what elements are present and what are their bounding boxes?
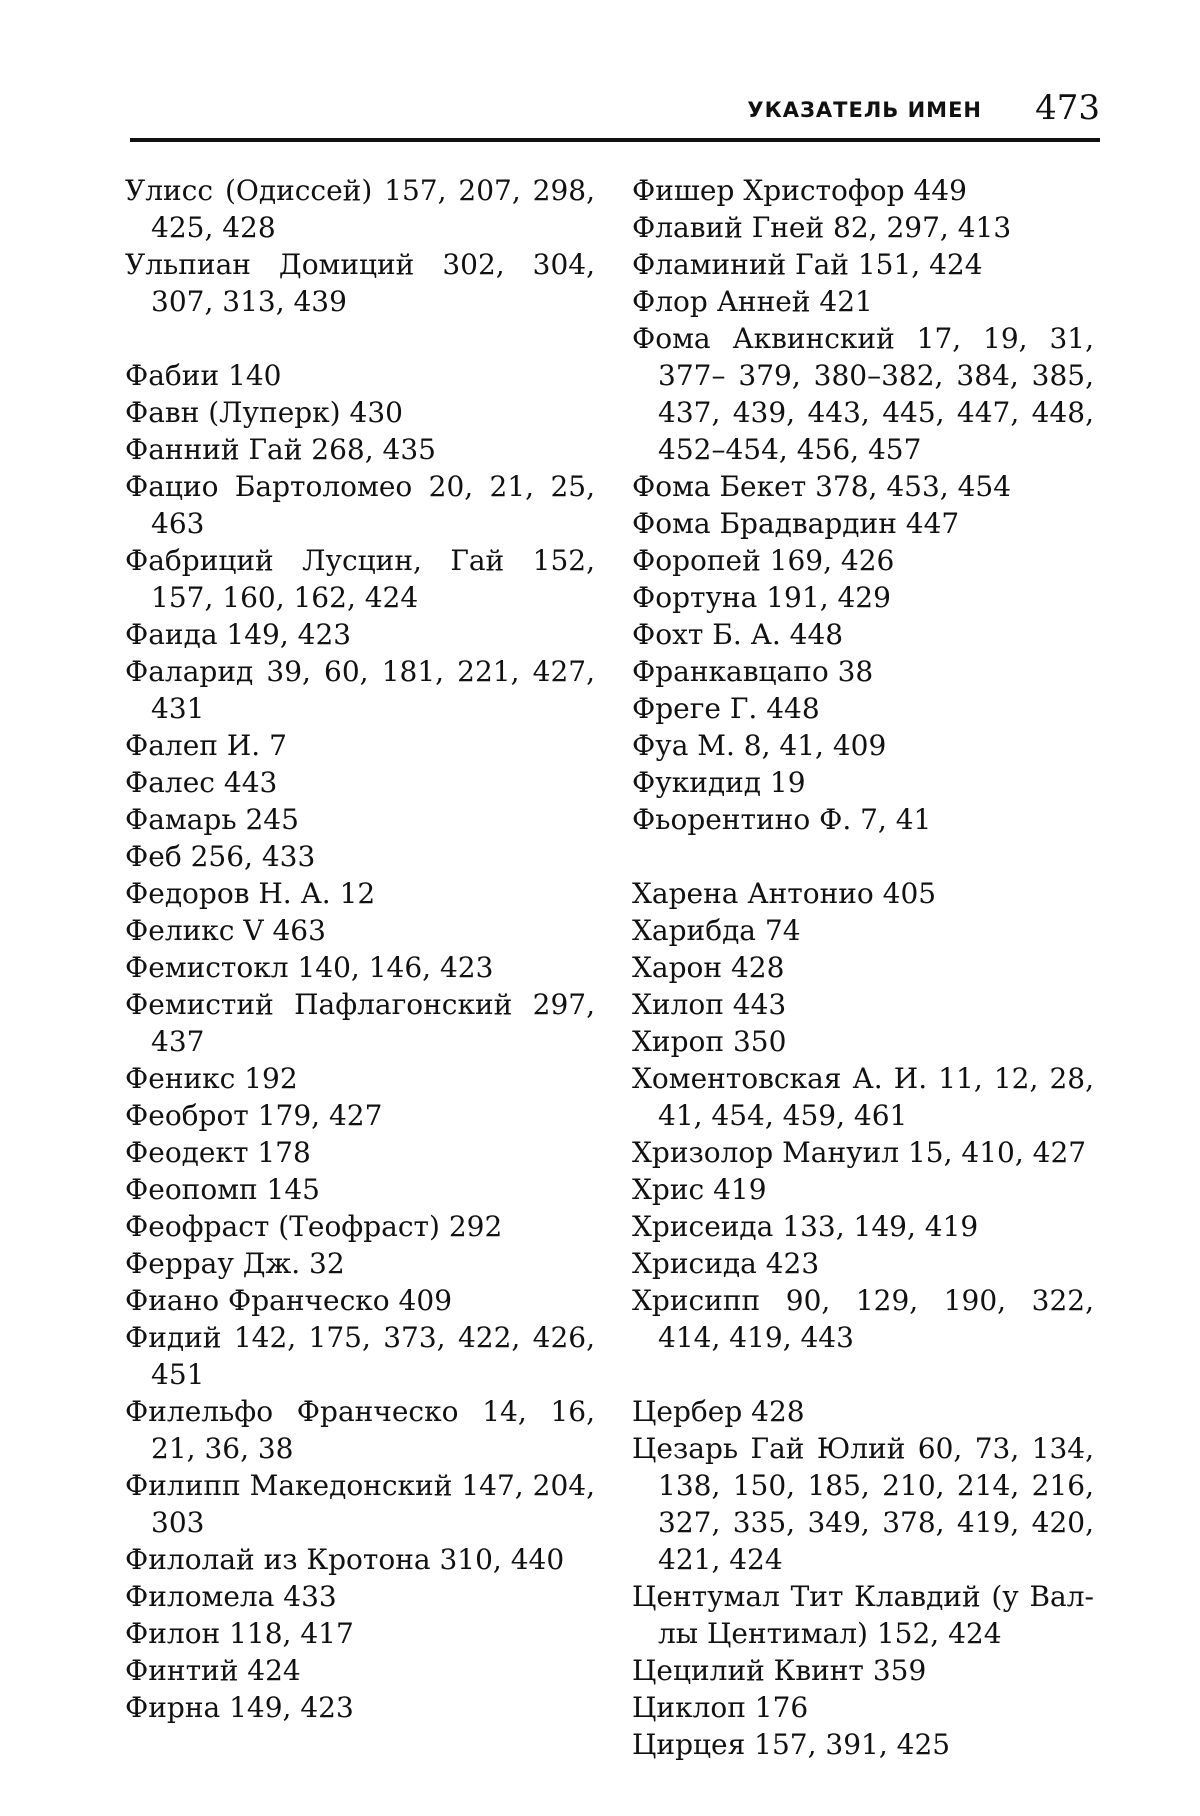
index-entry	[125, 1171, 595, 1208]
index-entry-line: Флавий Гней 82, 297, 413	[632, 211, 1012, 244]
index-entry	[632, 1430, 1094, 1578]
index-entry-line: Феофраст (Теофраст) 292	[125, 1210, 503, 1243]
index-entry-line: 419, 443	[729, 1321, 854, 1354]
index-entry	[125, 246, 595, 320]
index-entry	[125, 912, 595, 949]
index-entry-line: 160, 162, 424	[222, 581, 419, 614]
index-entry-line: Цирцея 157, 391, 425	[632, 1728, 951, 1761]
index-entry-line: Ферpау Дж. 32	[125, 1247, 345, 1280]
index-entry-line: 379, 380–382, 384, 385, 437, 439,	[658, 359, 1094, 429]
index-entry-line: Фохт Б. А. 448	[632, 618, 844, 651]
index-entry	[632, 209, 1094, 246]
index-entry	[632, 1245, 1094, 1282]
index-entry-line: Харена Антонио 405	[632, 877, 937, 910]
index-entry	[125, 1134, 595, 1171]
index-entry	[632, 1134, 1094, 1171]
index-entry-line: Филолай из Кротона 310, 440	[125, 1543, 565, 1576]
index-entry	[632, 1060, 1094, 1134]
index-entry	[125, 172, 595, 246]
index-entry-line: Фавн (Луперк) 430	[125, 396, 403, 429]
index-entry-line: 437	[151, 1025, 205, 1058]
index-entry-line: Хоментовская А. И. 11, 12, 28,	[632, 1062, 1094, 1095]
index-entry-line: Федоров Н. А. 12	[125, 877, 376, 910]
index-entry	[125, 1060, 595, 1097]
index-entry	[632, 1208, 1094, 1245]
index-entry-line: Фортуна 191, 429	[632, 581, 891, 614]
index-entry	[632, 172, 1094, 209]
index-entry-line: Хрис 419	[632, 1173, 767, 1206]
index-entry	[632, 320, 1094, 468]
index-entry	[125, 431, 595, 468]
index-entry	[125, 1541, 595, 1578]
index-entry-line: 425, 428	[151, 211, 276, 244]
index-entry-line: Фабии 140	[125, 359, 282, 392]
index-entry-line: Фалеп И. 7	[125, 729, 287, 762]
index-entry	[125, 1208, 595, 1245]
index-entry-line: Улисс (Одиссей) 157, 207, 298,	[125, 174, 595, 207]
index-entry-line: Фемистокл 140, 146, 423	[125, 951, 494, 984]
index-entry-line: Цербер 428	[632, 1395, 805, 1428]
index-entry-line: Харибда 74	[632, 914, 801, 947]
index-entry-line: 431	[151, 692, 205, 725]
index-entry-line: Фома Брадвардин 447	[632, 507, 960, 540]
index-entry-line: Фидий 142, 175, 373, 422, 426,	[125, 1321, 595, 1354]
index-entry	[125, 1282, 595, 1319]
index-entry-line: Филон 118, 417	[125, 1617, 354, 1650]
index-entry-line: Фома Бекет 378, 453, 454	[632, 470, 1012, 503]
index-entry	[125, 1652, 595, 1689]
index-entry	[632, 246, 1094, 283]
index-entry	[125, 653, 595, 727]
index-entry	[632, 1652, 1094, 1689]
index-entry	[632, 1282, 1094, 1356]
index-entry	[125, 949, 595, 986]
index-entry	[632, 690, 1094, 727]
index-entry	[632, 1393, 1094, 1430]
index-entry	[125, 1245, 595, 1282]
index-entry-line: лы Центимал) 152, 424	[658, 1617, 1002, 1650]
index-entry-line: Форопей 169, 426	[632, 544, 895, 577]
index-entry-line: Хрисида 423	[632, 1247, 820, 1280]
letter-group-gap	[125, 320, 595, 357]
index-entry-line: Фабриций Лусцин, Гай 152, 157,	[125, 544, 595, 614]
index-entry	[632, 653, 1094, 690]
index-entry-line: Фукидид 19	[632, 766, 806, 799]
index-entry	[125, 357, 595, 394]
index-entry	[632, 986, 1094, 1023]
index-entry-line: Циклоп 176	[632, 1691, 809, 1724]
index-entry-line: Хризолор Мануил 15, 410, 427	[632, 1136, 1087, 1169]
index-entry-line: Феникс 192	[125, 1062, 298, 1095]
index-entry-line: Хилоп 443	[632, 988, 787, 1021]
index-entry-line: Финтий 424	[125, 1654, 301, 1687]
index-entry-line: Фома Аквинский 17, 19, 31, 377–	[632, 322, 1094, 392]
index-entry-line: 335, 349, 378, 419, 420, 421, 424	[658, 1506, 1094, 1576]
index-entry	[125, 468, 595, 542]
index-entry-line: Центумал Тит Клавдий (у Вал-	[632, 1580, 1094, 1613]
index-entry-line: 463	[151, 507, 205, 540]
index-entry-line: Фирна 149, 423	[125, 1691, 354, 1724]
index-entry-line: 41, 454, 459, 461	[658, 1099, 908, 1132]
index-entry	[125, 764, 595, 801]
index-entry	[125, 986, 595, 1060]
index-entry-line: Цецилий Квинт 359	[632, 1654, 927, 1687]
index-entry	[632, 579, 1094, 616]
index-entry	[632, 542, 1094, 579]
header-rule	[130, 138, 1100, 142]
index-entry-line: 36, 38	[204, 1432, 294, 1465]
index-entry	[632, 1578, 1094, 1652]
index-entry-line: 451	[151, 1358, 205, 1391]
index-entry	[125, 1578, 595, 1615]
index-entry-line: Филомела 433	[125, 1580, 337, 1613]
index-entry	[125, 727, 595, 764]
page-number: 473	[1035, 88, 1100, 128]
index-column-left	[125, 172, 595, 1726]
index-entry-line: Фуа М. 8, 41, 409	[632, 729, 887, 762]
index-entry	[632, 468, 1094, 505]
index-entry-line: Фьорентино Ф. 7, 41	[632, 803, 932, 836]
index-entry-line: Фацио Бартоломео 20, 21, 25,	[125, 470, 595, 503]
index-entry	[632, 949, 1094, 986]
index-entry	[125, 616, 595, 653]
index-entry-line: Филипп Македонский 147, 204,	[125, 1469, 595, 1502]
index-entry	[632, 912, 1094, 949]
index-entry-line: Хрисеида 133, 149, 419	[632, 1210, 979, 1243]
index-entry-line: Фламиний Гай 151, 424	[632, 248, 983, 281]
index-entry	[125, 1689, 595, 1726]
index-entry-line: Фемистий Пафлагонский 297,	[125, 988, 595, 1021]
running-header	[130, 88, 1100, 148]
index-entry-line: Фаида 149, 423	[125, 618, 352, 651]
index-column-right	[632, 172, 1094, 1763]
index-entry-line: Феопомп 145	[125, 1173, 320, 1206]
index-entry-line: Фаларид 39, 60, 181, 221, 427,	[125, 655, 595, 688]
index-entry-line: Фреге Г. 448	[632, 692, 820, 725]
index-entry	[632, 505, 1094, 542]
index-entry-line: 313, 439	[222, 285, 347, 318]
index-entry-line: Феодект 178	[125, 1136, 311, 1169]
index-entry-line: 303	[151, 1506, 205, 1539]
index-entry	[632, 1689, 1094, 1726]
index-entry-line: Феб 256, 433	[125, 840, 316, 873]
index-entry	[632, 801, 1094, 838]
index-entry-line: Филельфо Франческо 14, 16, 21,	[125, 1395, 595, 1465]
letter-group-gap	[632, 838, 1094, 875]
index-entry-line: Феликс V 463	[125, 914, 326, 947]
index-entry	[632, 727, 1094, 764]
index-entry	[125, 1615, 595, 1652]
index-entry	[125, 875, 595, 912]
index-entry	[125, 1097, 595, 1134]
index-entry	[632, 1171, 1094, 1208]
running-title: УКАЗАТЕЛЬ ИМЕН	[747, 98, 982, 122]
index-entry-line: 456, 457	[796, 433, 922, 466]
index-entry	[125, 1393, 595, 1467]
index-entry-line: Фанний Гай 268, 435	[125, 433, 436, 466]
index-entry-line: Фамарь 245	[125, 803, 299, 836]
index-entry-line: Ульпиан Домиций 302, 304, 307,	[125, 248, 595, 318]
index-entry-line: Фалес 443	[125, 766, 278, 799]
index-entry-line: Цезарь Гай Юлий 60, 73, 134,	[632, 1432, 1094, 1465]
index-entry-line: Хрисипп 90, 129, 190, 322, 414,	[632, 1284, 1094, 1354]
index-entry-line: Харон 428	[632, 951, 785, 984]
index-entry	[125, 801, 595, 838]
index-entry-line: 443, 445, 447, 448, 452–454,	[658, 396, 1094, 466]
index-entry	[125, 394, 595, 431]
index-entry	[125, 838, 595, 875]
index-entry	[125, 1467, 595, 1541]
index-entry	[632, 1726, 1094, 1763]
index-entry	[125, 542, 595, 616]
index-entry	[632, 1023, 1094, 1060]
index-entry	[125, 1319, 595, 1393]
index-entry	[632, 875, 1094, 912]
index-entry-line: Хироп 350	[632, 1025, 787, 1058]
letter-group-gap	[632, 1356, 1094, 1393]
index-entry	[632, 283, 1094, 320]
index-entry-line: Фишер Христофор 449	[632, 174, 967, 207]
index-entry	[632, 616, 1094, 653]
index-entry-line: Феоброт 179, 427	[125, 1099, 383, 1132]
index-entry-line: Флор Анней 421	[632, 285, 873, 318]
index-entry-line: Фиано Франческо 409	[125, 1284, 453, 1317]
index-entry-line: 138, 150, 185, 210, 214, 216, 327,	[658, 1469, 1094, 1539]
index-entry	[632, 764, 1094, 801]
index-entry-line: Франкавцапо 38	[632, 655, 874, 688]
